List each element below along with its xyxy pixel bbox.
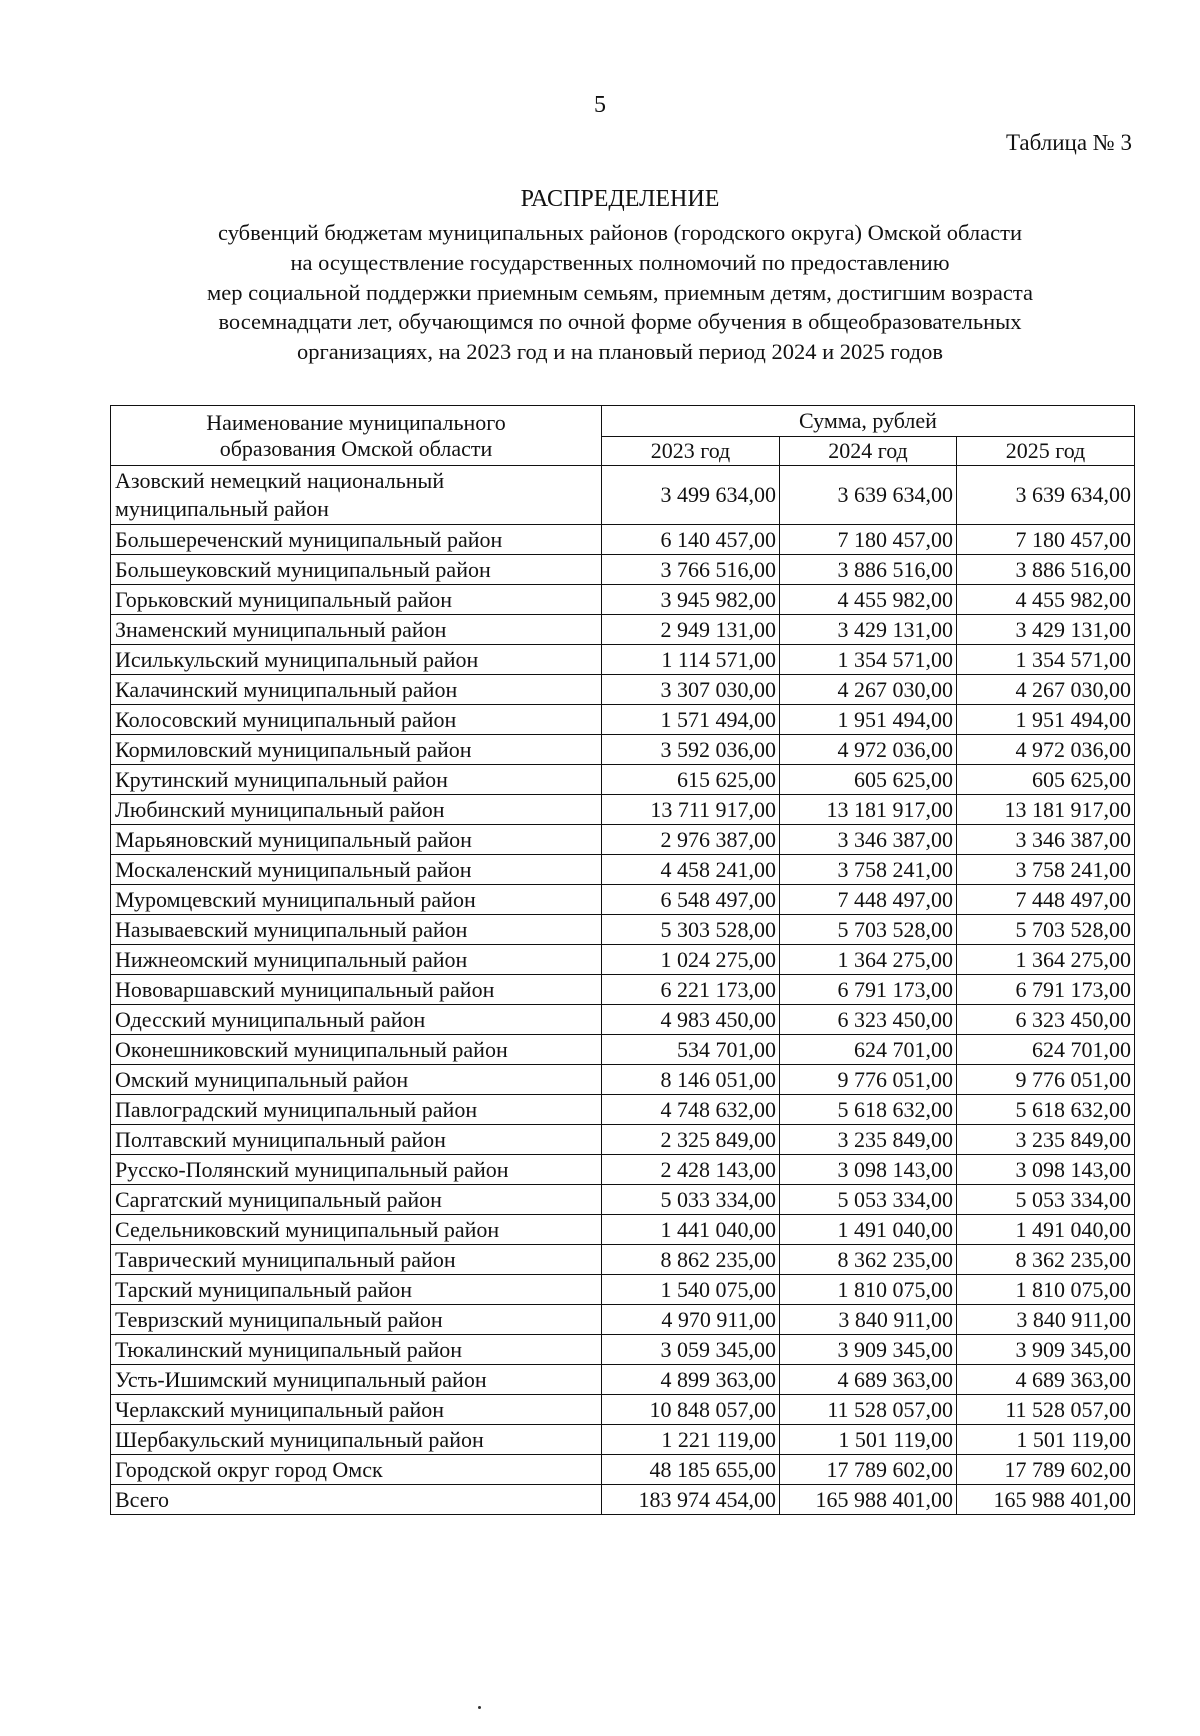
table-row — [111, 765, 1135, 795]
header-year-2025: 2025 год — [957, 437, 1135, 466]
amount-2024: 7 448 497,00 — [780, 885, 957, 915]
scan-artifact-dot — [478, 1706, 481, 1709]
distribution-table — [110, 405, 1135, 1515]
amount-2024: 165 988 401,00 — [780, 1485, 957, 1515]
subtitle-line: организациях, на 2023 год и на плановый период 2024 и 2025 годов — [297, 339, 943, 365]
municipality-name: Марьяновский муниципальный район — [111, 825, 602, 855]
table-row — [111, 675, 1135, 705]
table-row — [111, 525, 1135, 555]
amount-2025: 6 323 450,00 — [957, 1005, 1135, 1035]
amount-2024: 4 689 363,00 — [780, 1365, 957, 1395]
amount-2024: 6 323 450,00 — [780, 1005, 957, 1035]
amount-2023: 2 949 131,00 — [602, 615, 780, 645]
amount-2024: 3 886 516,00 — [780, 555, 957, 585]
municipality-name: Городской округ город Омск — [111, 1455, 602, 1485]
table-row — [111, 1005, 1135, 1035]
amount-2023: 3 592 036,00 — [602, 735, 780, 765]
amount-2025: 3 098 143,00 — [957, 1155, 1135, 1185]
amount-2025: 4 267 030,00 — [957, 675, 1135, 705]
municipality-name: Нижнеомский муниципальный район — [111, 945, 602, 975]
amount-2025: 3 758 241,00 — [957, 855, 1135, 885]
table-row — [111, 1335, 1135, 1365]
amount-2024: 13 181 917,00 — [780, 795, 957, 825]
municipality-name: Оконешниковский муниципальный район — [111, 1035, 602, 1065]
amount-2025: 165 988 401,00 — [957, 1485, 1135, 1515]
document-subtitle — [0, 218, 1200, 367]
amount-2023: 4 899 363,00 — [602, 1365, 780, 1395]
header-municipality-line1: Наименование муниципального — [206, 409, 506, 435]
table-row — [111, 735, 1135, 765]
amount-2023: 1 114 571,00 — [602, 645, 780, 675]
amount-2024: 3 758 241,00 — [780, 855, 957, 885]
amount-2024: 7 180 457,00 — [780, 525, 957, 555]
municipality-name: Полтавский муниципальный район — [111, 1125, 602, 1155]
municipality-name: Называевский муниципальный район — [111, 915, 602, 945]
subtitle-line: мер социальной поддержки приемным семьям, приемным детям, достигшим возраста — [206, 279, 1034, 305]
amount-2023: 2 976 387,00 — [602, 825, 780, 855]
table-row — [111, 1125, 1135, 1155]
table-row — [111, 1065, 1135, 1095]
amount-2025: 1 354 571,00 — [957, 645, 1135, 675]
table-row — [111, 1365, 1135, 1395]
amount-2025: 1 491 040,00 — [957, 1215, 1135, 1245]
municipality-name: Павлоградский муниципальный район — [111, 1095, 602, 1125]
header-municipality-line2: образования Омской области — [219, 435, 493, 461]
municipality-name: Тевризский муниципальный район — [111, 1305, 602, 1335]
amount-2025: 3 429 131,00 — [957, 615, 1135, 645]
amount-2024: 11 528 057,00 — [780, 1395, 957, 1425]
amount-2025: 1 951 494,00 — [957, 705, 1135, 735]
amount-2024: 5 703 528,00 — [780, 915, 957, 945]
amount-2023: 1 571 494,00 — [602, 705, 780, 735]
municipality-name: Азовский немецкий национальный муниципальный район — [111, 466, 602, 525]
amount-2024: 624 701,00 — [780, 1035, 957, 1065]
municipality-name: Кормиловский муниципальный район — [111, 735, 602, 765]
amount-2024: 4 455 982,00 — [780, 585, 957, 615]
amount-2023: 4 983 450,00 — [602, 1005, 780, 1035]
amount-2025: 5 053 334,00 — [957, 1185, 1135, 1215]
municipality-name: Большеуковский муниципальный район — [111, 555, 602, 585]
municipality-name: Калачинский муниципальный район — [111, 675, 602, 705]
table-row — [111, 1155, 1135, 1185]
table-body — [111, 466, 1135, 1515]
municipality-name: Исилькульский муниципальный район — [111, 645, 602, 675]
amount-2025: 3 840 911,00 — [957, 1305, 1135, 1335]
amount-2024: 1 364 275,00 — [780, 945, 957, 975]
header-municipality — [111, 406, 602, 466]
header-year-2024: 2024 год — [780, 437, 957, 466]
municipality-name: Муромцевский муниципальный район — [111, 885, 602, 915]
amount-2023: 1 221 119,00 — [602, 1425, 780, 1455]
amount-2025: 3 639 634,00 — [957, 466, 1135, 525]
amount-2024: 9 776 051,00 — [780, 1065, 957, 1095]
amount-2025: 3 235 849,00 — [957, 1125, 1135, 1155]
total-row — [111, 1485, 1135, 1515]
municipality-name: Усть-Ишимский муниципальный район — [111, 1365, 602, 1395]
table-row — [111, 1395, 1135, 1425]
amount-2024: 4 267 030,00 — [780, 675, 957, 705]
table-row — [111, 1095, 1135, 1125]
municipality-name: Омский муниципальный район — [111, 1065, 602, 1095]
amount-2023: 5 303 528,00 — [602, 915, 780, 945]
amount-2024: 3 909 345,00 — [780, 1335, 957, 1365]
header-sum: Сумма, рублей — [602, 406, 1135, 437]
amount-2024: 3 098 143,00 — [780, 1155, 957, 1185]
table-row — [111, 1215, 1135, 1245]
amount-2025: 3 886 516,00 — [957, 555, 1135, 585]
table-row — [111, 585, 1135, 615]
amount-2023: 1 540 075,00 — [602, 1275, 780, 1305]
amount-2024: 1 491 040,00 — [780, 1215, 957, 1245]
amount-2025: 4 689 363,00 — [957, 1365, 1135, 1395]
table-row — [111, 1425, 1135, 1455]
amount-2023: 3 499 634,00 — [602, 466, 780, 525]
amount-2025: 17 789 602,00 — [957, 1455, 1135, 1485]
amount-2023: 4 970 911,00 — [602, 1305, 780, 1335]
table-row — [111, 1455, 1135, 1485]
amount-2025: 3 346 387,00 — [957, 825, 1135, 855]
amount-2025: 8 362 235,00 — [957, 1245, 1135, 1275]
amount-2024: 3 346 387,00 — [780, 825, 957, 855]
table-row — [111, 915, 1135, 945]
amount-2024: 8 362 235,00 — [780, 1245, 957, 1275]
amount-2024: 605 625,00 — [780, 765, 957, 795]
amount-2023: 2 325 849,00 — [602, 1125, 780, 1155]
amount-2025: 605 625,00 — [957, 765, 1135, 795]
amount-2024: 1 951 494,00 — [780, 705, 957, 735]
table-row — [111, 975, 1135, 1005]
amount-2023: 6 140 457,00 — [602, 525, 780, 555]
amount-2023: 183 974 454,00 — [602, 1485, 780, 1515]
municipality-name: Таврический муниципальный район — [111, 1245, 602, 1275]
table-row — [111, 615, 1135, 645]
table-row — [111, 885, 1135, 915]
table-row — [111, 1305, 1135, 1335]
municipality-name: Тюкалинский муниципальный район — [111, 1335, 602, 1365]
table-row — [111, 825, 1135, 855]
table-row — [111, 1275, 1135, 1305]
amount-2025: 4 455 982,00 — [957, 585, 1135, 615]
amount-2024: 3 840 911,00 — [780, 1305, 957, 1335]
amount-2025: 11 528 057,00 — [957, 1395, 1135, 1425]
table-row — [111, 705, 1135, 735]
amount-2023: 5 033 334,00 — [602, 1185, 780, 1215]
amount-2023: 1 441 040,00 — [602, 1215, 780, 1245]
municipality-name: Знаменский муниципальный район — [111, 615, 602, 645]
amount-2023: 3 945 982,00 — [602, 585, 780, 615]
amount-2024: 3 429 131,00 — [780, 615, 957, 645]
amount-2024: 5 053 334,00 — [780, 1185, 957, 1215]
amount-2024: 3 639 634,00 — [780, 466, 957, 525]
table-row — [111, 466, 1135, 525]
amount-2025: 13 181 917,00 — [957, 795, 1135, 825]
subtitle-line: на осуществление государственных полномочий по предоставлению — [290, 249, 950, 275]
amount-2024: 5 618 632,00 — [780, 1095, 957, 1125]
municipality-name: Большереченский муниципальный район — [111, 525, 602, 555]
table-label: Таблица № 3 — [1005, 130, 1132, 155]
amount-2024: 1 810 075,00 — [780, 1275, 957, 1305]
amount-2025: 5 703 528,00 — [957, 915, 1135, 945]
municipality-name: Горьковский муниципальный район — [111, 585, 602, 615]
amount-2023: 3 059 345,00 — [602, 1335, 780, 1365]
municipality-name: Саргатский муниципальный район — [111, 1185, 602, 1215]
header-year-2023: 2023 год — [602, 437, 780, 466]
amount-2023: 6 548 497,00 — [602, 885, 780, 915]
municipality-name: Москаленский муниципальный район — [111, 855, 602, 885]
municipality-name: Черлакский муниципальный район — [111, 1395, 602, 1425]
subtitle-line: восемнадцати лет, обучающимся по очной форме обучения в общеобразовательных — [218, 309, 1022, 335]
amount-2024: 1 354 571,00 — [780, 645, 957, 675]
amount-2023: 8 146 051,00 — [602, 1065, 780, 1095]
amount-2025: 5 618 632,00 — [957, 1095, 1135, 1125]
amount-2025: 7 180 457,00 — [957, 525, 1135, 555]
table-row — [111, 555, 1135, 585]
table-row — [111, 1035, 1135, 1065]
table-row — [111, 645, 1135, 675]
amount-2025: 7 448 497,00 — [957, 885, 1135, 915]
amount-2025: 6 791 173,00 — [957, 975, 1135, 1005]
municipality-name: Любинский муниципальный район — [111, 795, 602, 825]
amount-2025: 9 776 051,00 — [957, 1065, 1135, 1095]
document-heading: РАСПРЕДЕЛЕНИЕ — [520, 186, 720, 212]
amount-2025: 624 701,00 — [957, 1035, 1135, 1065]
amount-2023: 3 766 516,00 — [602, 555, 780, 585]
table-row — [111, 1185, 1135, 1215]
amount-2024: 6 791 173,00 — [780, 975, 957, 1005]
municipality-name: Одесский муниципальный район — [111, 1005, 602, 1035]
amount-2024: 4 972 036,00 — [780, 735, 957, 765]
municipality-name: Седельниковский муниципальный район — [111, 1215, 602, 1245]
amount-2023: 8 862 235,00 — [602, 1245, 780, 1275]
amount-2023: 1 024 275,00 — [602, 945, 780, 975]
amount-2024: 17 789 602,00 — [780, 1455, 957, 1485]
amount-2023: 615 625,00 — [602, 765, 780, 795]
municipality-name: Колосовский муниципальный район — [111, 705, 602, 735]
amount-2024: 1 501 119,00 — [780, 1425, 957, 1455]
amount-2023: 10 848 057,00 — [602, 1395, 780, 1425]
municipality-name: Крутинский муниципальный район — [111, 765, 602, 795]
amount-2023: 6 221 173,00 — [602, 975, 780, 1005]
municipality-name: Нововаршавский муниципальный район — [111, 975, 602, 1005]
table-row — [111, 945, 1135, 975]
amount-2025: 1 501 119,00 — [957, 1425, 1135, 1455]
municipality-name: Русско-Полянский муниципальный район — [111, 1155, 602, 1185]
amount-2023: 3 307 030,00 — [602, 675, 780, 705]
page-number: 5 — [594, 92, 606, 118]
amount-2023: 4 458 241,00 — [602, 855, 780, 885]
amount-2025: 1 364 275,00 — [957, 945, 1135, 975]
amount-2023: 13 711 917,00 — [602, 795, 780, 825]
table-row — [111, 855, 1135, 885]
table-row — [111, 795, 1135, 825]
municipality-name: Всего — [111, 1485, 602, 1515]
amount-2025: 1 810 075,00 — [957, 1275, 1135, 1305]
amount-2023: 48 185 655,00 — [602, 1455, 780, 1485]
municipality-name: Тарский муниципальный район — [111, 1275, 602, 1305]
municipality-name: Шербакульский муниципальный район — [111, 1425, 602, 1455]
table-row — [111, 1245, 1135, 1275]
amount-2023: 4 748 632,00 — [602, 1095, 780, 1125]
subtitle-line: субвенций бюджетам муниципальных районов (городского округа) Омской области — [218, 220, 1022, 245]
amount-2025: 4 972 036,00 — [957, 735, 1135, 765]
amount-2025: 3 909 345,00 — [957, 1335, 1135, 1365]
amount-2023: 534 701,00 — [602, 1035, 780, 1065]
amount-2024: 3 235 849,00 — [780, 1125, 957, 1155]
amount-2023: 2 428 143,00 — [602, 1155, 780, 1185]
